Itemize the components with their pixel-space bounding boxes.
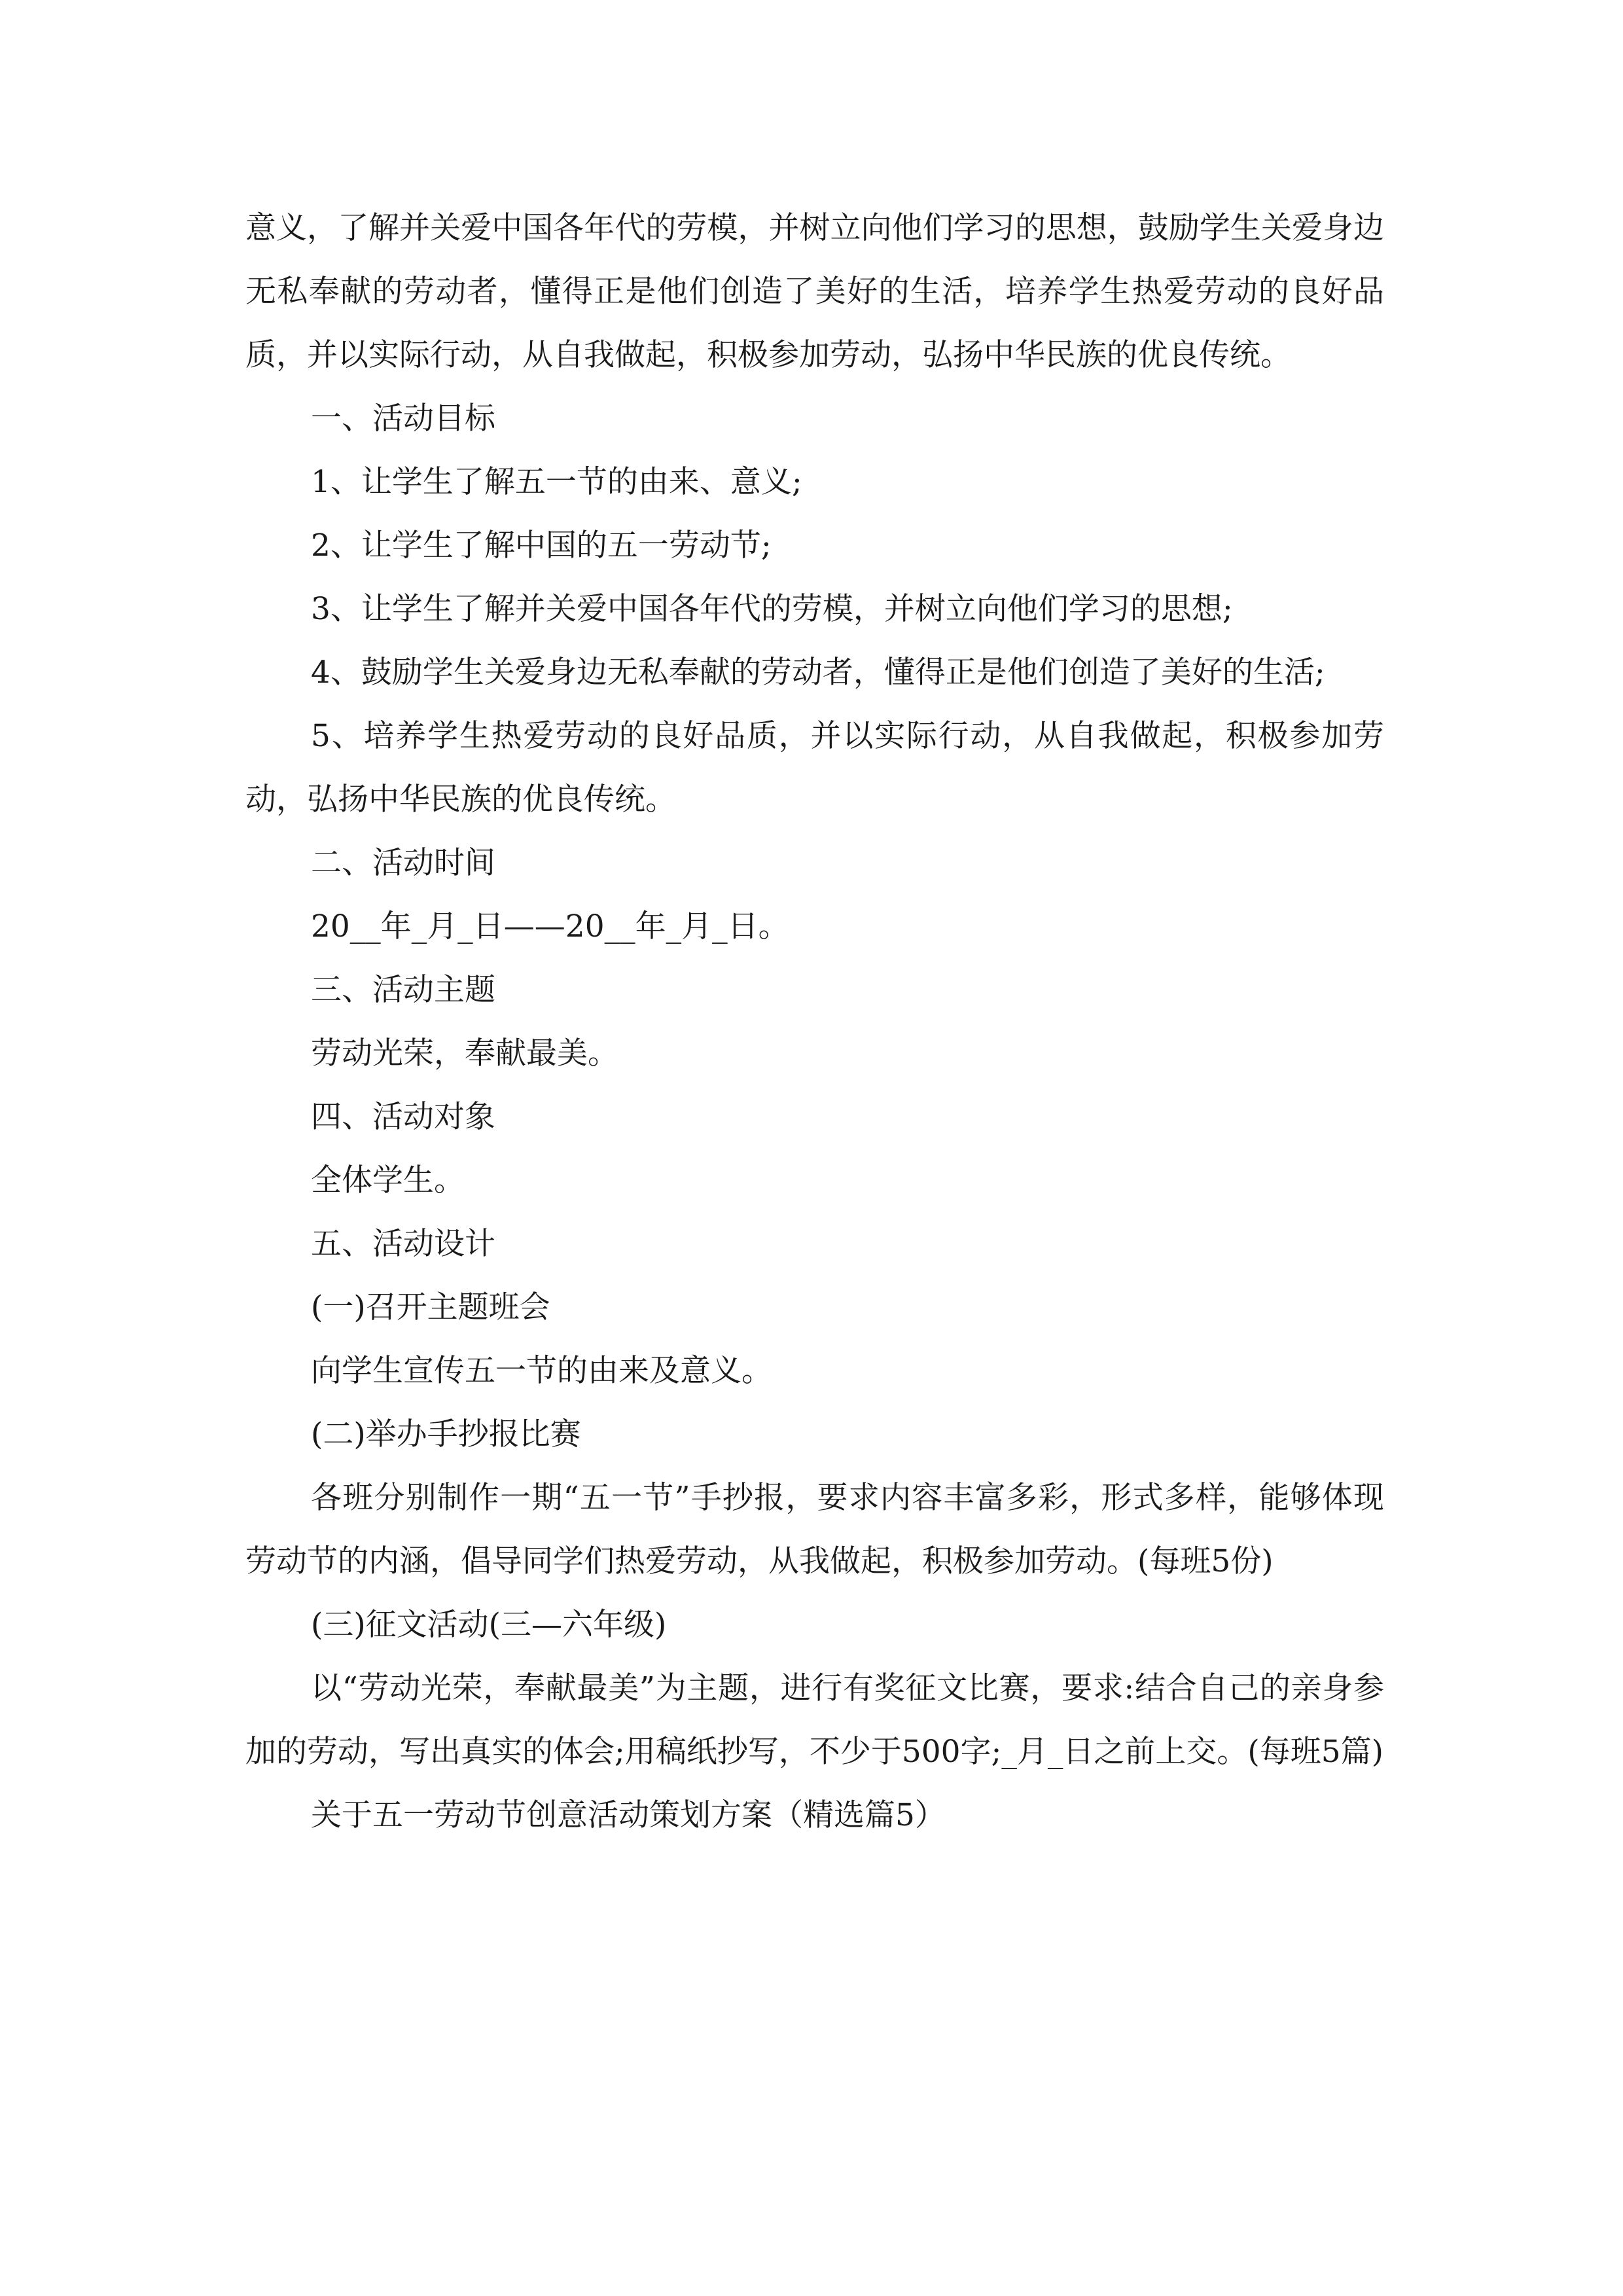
activity-audience-text: 全体学生。 xyxy=(311,1162,465,1198)
handwritten-newspaper-text: 各班分别制作一期“五一节”手抄报，要求内容丰富多彩，形式多样，能够体现劳动节的内涵，倡导同学们热爱劳动，从我做起，积极参加劳动。(每班5份) xyxy=(245,1480,1384,1579)
subheading-essay-contest: (三)征文活动(三—六年级) xyxy=(311,1607,667,1643)
goal-item-3: 3、让学生了解并关爱中国各年代的劳模，并树立向他们学习的思想; xyxy=(311,591,1233,627)
goal-item-2: 2、让学生了解中国的五一劳动节; xyxy=(311,528,772,564)
next-section-title: 关于五一劳动节创意活动策划方案（精选篇5） xyxy=(311,1797,946,1833)
essay-contest-text: 以“劳动光荣，奉献最美”为主题，进行有奖征文比赛，要求:结合自己的亲身参加的劳动，写出真实的体会;用稿纸抄写，不少于500字;_月_日之前上交。(每班5篇) xyxy=(245,1670,1384,1770)
goal-item-5: 5、培养学生热爱劳动的良好品质，并以实际行动，从自我做起，积极参加劳动，弘扬中华民族的优良传统。 xyxy=(245,718,1384,817)
section-heading-time: 二、活动时间 xyxy=(311,845,495,881)
subheading-handwritten-newspaper: (二)举办手抄报比赛 xyxy=(311,1416,581,1452)
section-heading-design: 五、活动设计 xyxy=(311,1226,495,1262)
section-heading-audience: 四、活动对象 xyxy=(311,1099,495,1135)
activity-theme-text: 劳动光荣，奉献最美。 xyxy=(311,1035,618,1071)
document-body xyxy=(245,196,1384,1847)
goal-item-1: 1、让学生了解五一节的由来、意义; xyxy=(311,464,802,500)
subheading-class-meeting: (一)召开主题班会 xyxy=(311,1289,550,1325)
section-heading-theme: 三、活动主题 xyxy=(311,972,495,1008)
paragraph-intro-continuation: 意义，了解并关爱中国各年代的劳模，并树立向他们学习的思想，鼓励学生关爱身边无私奉献的劳动者，懂得正是他们创造了美好的生活，培养学生热爱劳动的良好品质，并以实际行动，从自我做起，积极参加劳动，弘扬中华民族的优良传统。 xyxy=(245,210,1384,373)
section-heading-goals: 一、活动目标 xyxy=(311,401,495,437)
activity-time-text: 20__年_月_日——20__年_月_日。 xyxy=(311,908,789,944)
goal-item-4: 4、鼓励学生关爱身边无私奉献的劳动者，懂得正是他们创造了美好的生活; xyxy=(311,655,1325,691)
class-meeting-text: 向学生宣传五一节的由来及意义。 xyxy=(311,1353,772,1389)
